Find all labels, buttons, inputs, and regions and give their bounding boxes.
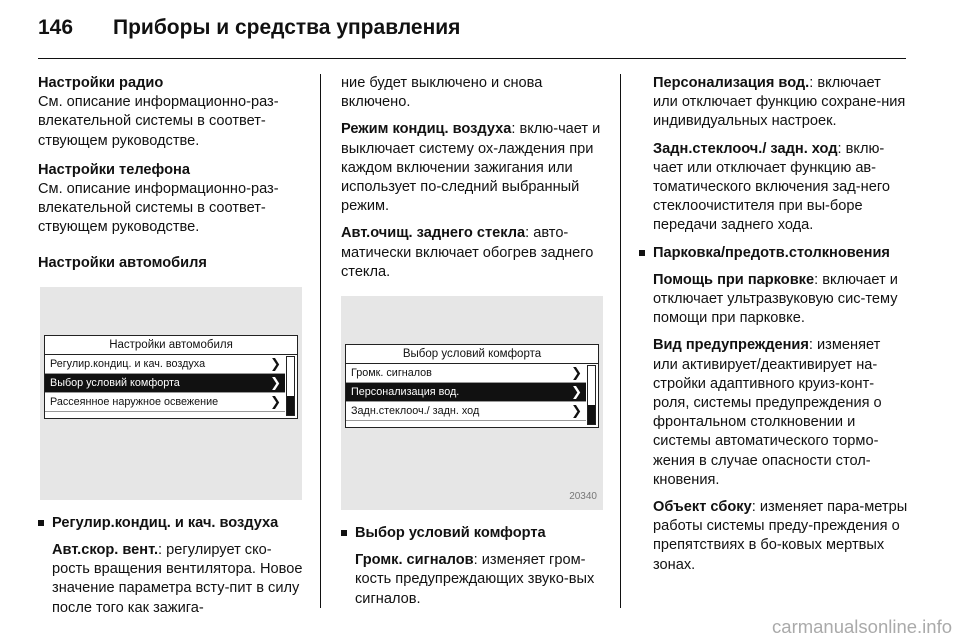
park-assist-term: Помощь при парковке: [653, 271, 815, 288]
continued-text: ние будет выключено и снова включено.: [341, 75, 543, 111]
column-3: [639, 74, 909, 583]
volume-term: Громк. сигналов: [355, 552, 474, 569]
alert-type-text: : изменяет или активирует/деактивирует на-стройки адаптивного круиз-конт-роля, системы предупреждения о фронтальном столкновении и системы автоматического тормо-жения в случае опасности стол-кновения.: [653, 337, 882, 488]
display-row: [346, 364, 586, 383]
display-row: [45, 355, 285, 374]
fan-speed-term: Авт.скор. вент.: [52, 542, 159, 559]
chevron-right-icon: ❯: [571, 403, 582, 419]
bullet-comfort-settings: [341, 524, 603, 543]
column-divider: [620, 74, 621, 608]
rear-wiper-term: Задн.стеклооч./ задн. ход: [653, 140, 838, 157]
bullet-parking: [639, 244, 909, 263]
display-scroll-thumb: [287, 396, 294, 415]
chevron-right-icon: ❯: [571, 365, 582, 381]
vehicle-settings-display: [44, 335, 298, 419]
alert-type-paragraph: [639, 336, 909, 490]
chevron-right-icon: ❯: [571, 384, 582, 400]
column-divider: [320, 74, 321, 608]
fan-speed-paragraph: [38, 541, 306, 618]
vehicle-settings-heading: Настройки автомобиля: [38, 254, 207, 271]
side-object-paragraph: [639, 498, 909, 575]
alert-type-term: Вид предупреждения: [653, 337, 809, 354]
display-row-label: Рассеянное наружное освежение: [50, 395, 219, 408]
rear-wiper-text: : вклю-чает или отключает функцию ав-томатического включения зад-него стеклоочистителя при вы-боре передачи заднего хода.: [653, 140, 890, 234]
chevron-right-icon: ❯: [270, 374, 281, 390]
display-scrollbar: [587, 365, 596, 425]
phone-settings-text: См. описание информационно-раз-влекательной системы в соответ-ствующем руководстве.: [38, 181, 279, 236]
radio-settings-text: См. описание информационно-раз-влекательной системы в соответ-ствующем руководстве.: [38, 94, 279, 149]
phone-settings-heading: Настройки телефона: [38, 161, 190, 178]
vehicle-settings-section: [38, 254, 306, 273]
personalization-term: Персонализация вод.: [653, 75, 810, 91]
display-row-label: Задн.стеклооч./ задн. ход: [351, 405, 480, 418]
chevron-right-icon: ❯: [270, 393, 281, 409]
comfort-settings-display: [345, 344, 599, 428]
phone-settings-section: [38, 161, 306, 238]
chevron-right-icon: ❯: [270, 355, 281, 371]
rear-defog-term: Авт.очищ. заднего стекла: [341, 225, 526, 242]
header-rule: [38, 58, 906, 59]
volume-text: : изменяет гром-кость предупреждающих звуко-вых сигналов.: [355, 552, 595, 607]
personalization-paragraph: [639, 74, 909, 132]
bullet-ac-quality: [38, 514, 306, 533]
display-scroll-thumb: [588, 405, 595, 424]
page-number: 146: [38, 16, 74, 39]
vehicle-settings-screen-figure: [40, 287, 302, 500]
column-2: [341, 74, 603, 617]
display-row-label: Персонализация вод.: [351, 386, 460, 399]
park-assist-paragraph: [639, 271, 909, 329]
side-object-text: : изменяет пара-метры работы системы преду-преждения о препятствиях в бо-ковых мертвых зонах.: [653, 499, 908, 573]
personalization-text: : включает или отключает функцию сохране-ния индивидуальных настроек.: [653, 75, 906, 130]
display-row: [45, 393, 285, 412]
ac-mode-paragraph: [341, 120, 603, 216]
display-title: Выбор условий комфорта: [346, 345, 598, 364]
ac-mode-term: Режим кондиц. воздуха: [341, 121, 512, 138]
park-assist-text: : включает и отключает ультразвуковую сис-тему помощи при парковке.: [653, 271, 898, 327]
comfort-settings-screen-figure: [341, 296, 603, 510]
ac-mode-text: : вклю-чает и выключает систему ох-лаждения при каждом включении зажигания или использует по-следний выбранный режим.: [341, 121, 601, 215]
display-title: Настройки автомобиля: [45, 336, 297, 355]
rear-defog-paragraph: [341, 224, 603, 282]
watermark: carmanualsonline.info: [772, 616, 952, 637]
volume-paragraph: [341, 551, 603, 609]
radio-settings-section: [38, 74, 306, 151]
rear-wiper-paragraph: [639, 140, 909, 236]
bullet-ac-quality-label: Регулир.кондиц. и кач. воздуха: [52, 514, 279, 531]
display-scrollbar: [286, 356, 295, 416]
bullet-parking-label: Парковка/предотв.столкновения: [653, 244, 890, 261]
rear-defog-text: : авто-матически включает обогрев заднего стекла.: [341, 225, 594, 280]
fan-speed-text: : регулирует ско-рость вращения вентилятора. Новое значение параметра всту-пит в силу после того как зажига-: [52, 542, 303, 616]
bullet-comfort-settings-label: Выбор условий комфорта: [355, 525, 546, 542]
page-title: Приборы и средства управления: [113, 16, 461, 39]
side-object-term: Объект сбоку: [653, 499, 752, 516]
continued-paragraph: [341, 74, 603, 112]
radio-settings-heading: Настройки радио: [38, 75, 164, 91]
display-row-label: Выбор условий комфорта: [50, 376, 180, 389]
display-row-selected: [346, 383, 586, 402]
display-row-selected: [45, 374, 285, 393]
display-row-label: Громк. сигналов: [351, 367, 432, 380]
image-code: 20340: [569, 490, 597, 502]
display-row: [346, 402, 586, 421]
column-1: [38, 74, 306, 626]
display-row-label: Регулир.кондиц. и кач. воздуха: [50, 357, 206, 370]
